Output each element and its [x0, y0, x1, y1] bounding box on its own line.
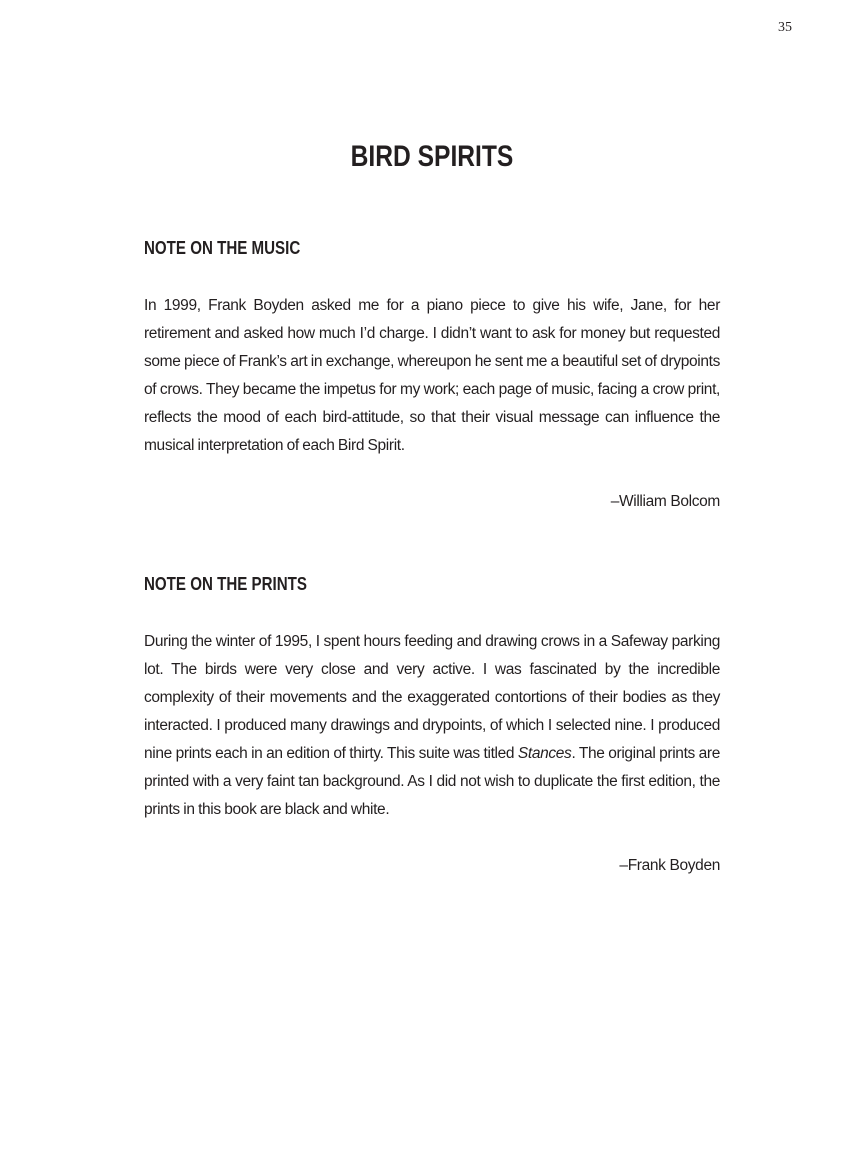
page-number: 35: [778, 20, 792, 35]
prints-note-text-end: . The original prints are printed with a very faint tan background. As I did not wish to duplicate the first edition, the prints in this book are black and white.: [144, 745, 720, 818]
prints-note-heading-block: [144, 572, 720, 596]
music-note-body-block: [144, 292, 720, 460]
prints-note-signature-block: [144, 852, 720, 880]
suite-title: Stances: [517, 745, 572, 762]
music-note-heading: NOTE ON THE MUSIC: [144, 238, 301, 258]
prints-note-paragraph: [144, 628, 720, 824]
music-note-signature-block: [144, 488, 720, 516]
prints-note-heading: NOTE ON THE PRINTS: [144, 574, 307, 594]
prints-note-signature: –Frank Boyden: [619, 857, 720, 874]
prints-note-body-block: [144, 628, 720, 824]
prints-note-text-start: During the winter of 1995, I spent hours feeding and drawing crows in a Safeway parking lot. The birds were very close and very active. I was fascinated by the incredible complexity of their movements and the exaggerated contortions of their bodies as they interacted. I produced many drawings and drypoints, of which I selected nine. I produced nine prints each in an edition of thirty. This suite was titled: [144, 633, 720, 762]
music-note-paragraph: In 1999, Frank Boyden asked me for a piano piece to give his wife, Jane, for her retirement and asked how much I’d charge. I didn’t want to ask for money but requested some piece of Frank’s art in exchange, whereupon he sent me a beautiful set of drypoints of crows. They became the impetus for my work; each page of music, facing a crow print, reflects the mood of each bird-attitude, so that their visual message can influence the musical interpretation of each Bird Spirit.: [144, 297, 720, 454]
page-title: BIRD SPIRITS: [350, 140, 514, 173]
music-note-heading-block: [144, 236, 720, 260]
music-note-signature: –William Bolcom: [610, 493, 720, 510]
